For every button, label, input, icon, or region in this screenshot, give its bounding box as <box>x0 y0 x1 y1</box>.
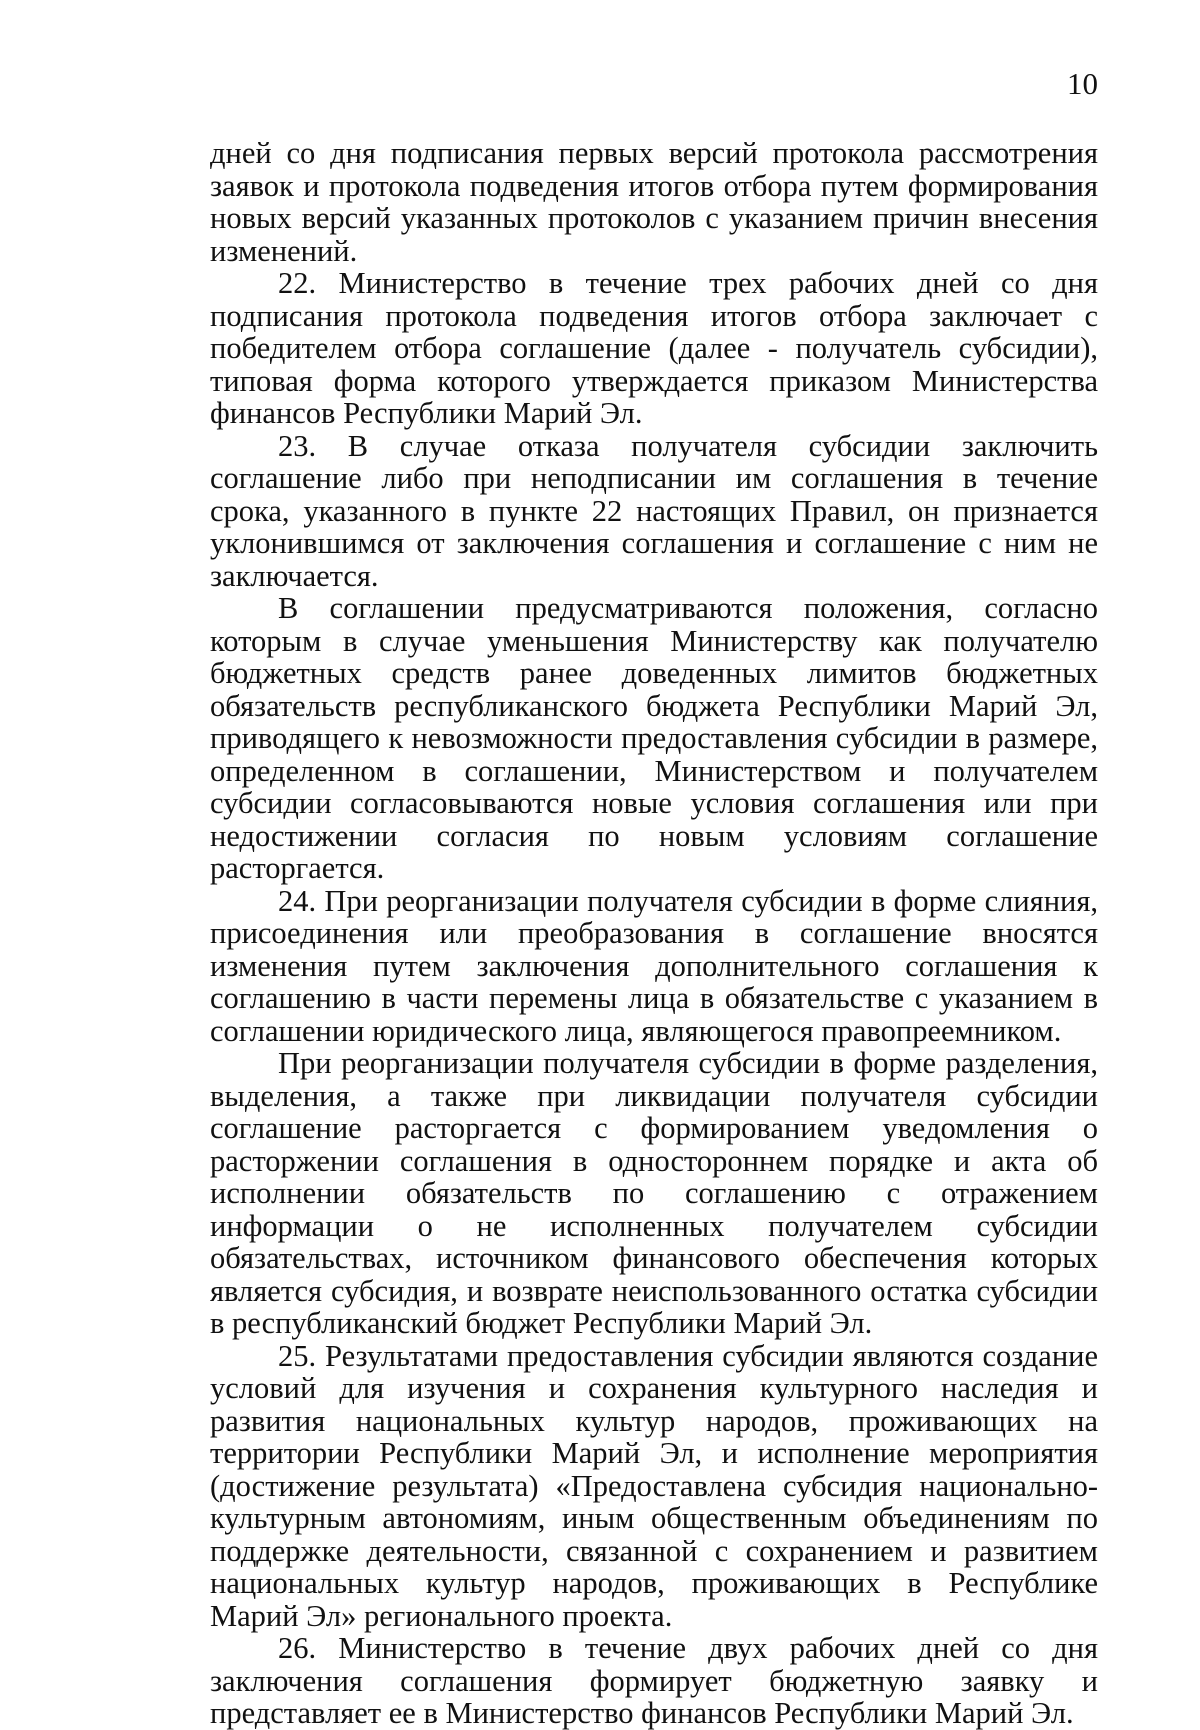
paragraph-25: 25. Результатами предоставления субсидии являются создание условий для изучения и сохранения культурного наследия и развития национальных культур народов, проживающих на территории Республики Марий Эл, и исполнение мероприятия (достижение результата) «Предоставлена субсидия национально-культурным автономиям, иным общественным объединениям по поддержке деятельности, связанной с сохранением и развитием национальных культур народов, проживающих в Республике Марий Эл» регионального проекта. <box>210 1338 1098 1633</box>
paragraph-continuation: дней со дня подписания первых версий протокола рассмотрения заявок и протокола подведения итогов отбора путем формирования новых версий указанных протоколов с указанием причин внесения изменений. <box>210 136 1098 268</box>
paragraph-23: 23. В случае отказа получателя субсидии заключить соглашение либо при неподписании им соглашения в течение срока, указанного в пункте 22 настоящих Правил, он признается уклонившимся от заключения соглашения и соглашение с ним не заключается. <box>210 428 1098 593</box>
paragraph-24: 24. При реорганизации получателя субсидии в форме слияния, присоединения или преобразования в соглашение вносятся изменения путем заключения дополнительного соглашения к соглашению в части перемены лица в обязательстве с указанием в соглашении юридического лица, являющегося правопреемником. <box>210 883 1098 1048</box>
paragraph-26: 26. Министерство в течение двух рабочих дней со дня заключения соглашения формирует бюджетную заявку и представляет ее в Министерство финансов Республики Марий Эл. <box>210 1631 1098 1730</box>
page-number: 10 <box>1067 66 1098 101</box>
paragraph-24-liquidation: При реорганизации получателя субсидии в форме разделения, выделения, а также при ликвидации получателя субсидии соглашение расторгается с формированием уведомления о расторжении соглашения в одностороннем порядке и акта об исполнении обязательств по соглашению с отражением информации о не исполненных получателем субсидии обязательствах, источником финансового обеспечения которых является субсидия, и возврате неиспользованного остатка субсидии в республиканский бюджет Республики Марий Эл. <box>210 1046 1098 1340</box>
paragraph-22: 22. Министерство в течение трех рабочих дней со дня подписания протокола подведения итогов отбора заключает с победителем отбора соглашение (далее - получатель субсидии), типовая форма которого утверждается приказом Министерства финансов Республики Марий Эл. <box>210 266 1098 430</box>
document-body <box>210 137 1098 1730</box>
paragraph-23-agreement-terms: В соглашении предусматриваются положения, согласно которым в случае уменьшения Министерству как получателю бюджетных средств ранее доведенных лимитов бюджетных обязательств республиканского бюджета Республики Марий Эл, приводящего к невозможности предоставления субсидии в размере, определенном в соглашении, Министерством и получателем субсидии согласовываются новые условия соглашения или при недостижении согласия по новым условиям соглашение расторгается. <box>210 591 1098 885</box>
